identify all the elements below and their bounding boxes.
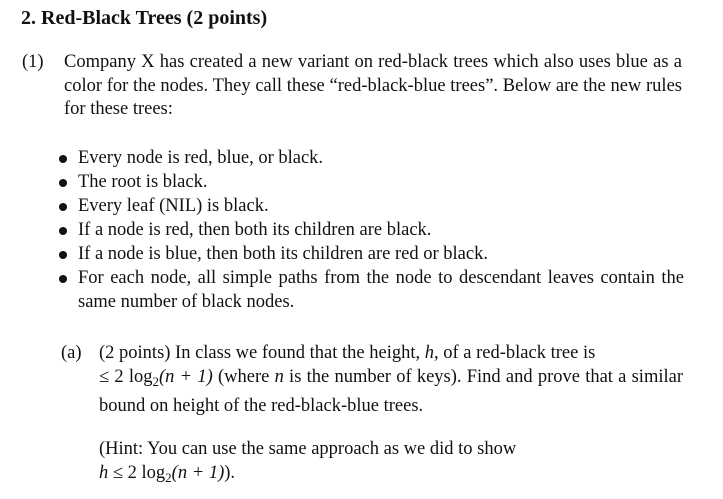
bullet-icon — [59, 179, 67, 187]
part-a-text-2: , of a red-black tree is — [434, 343, 596, 363]
hint — [99, 437, 683, 490]
problem-1 — [22, 51, 682, 122]
bound-subscript: 2 — [165, 470, 172, 485]
problem-number: (1) — [22, 52, 44, 72]
part-a — [61, 341, 683, 418]
math-h: h — [99, 463, 109, 483]
list-item — [56, 170, 684, 194]
part-a-text-3: (where — [212, 367, 275, 387]
math-n: n — [274, 367, 284, 387]
bound-prefix: ≤ 2 log — [99, 367, 153, 387]
math-h: h — [424, 343, 434, 363]
bound-subscript: 2 — [152, 374, 159, 389]
bullet-icon — [59, 275, 67, 283]
hint-line-1: (Hint: You can use the same approach as we did to show — [99, 439, 517, 459]
part-a-text-4: is the number of keys). Find and prove that a similar bound on height of the red-black-blue trees. — [99, 367, 683, 416]
bullet-icon — [59, 203, 67, 211]
bullet-icon — [59, 251, 67, 259]
rules-list — [56, 146, 684, 314]
rule-text: If a node is blue, then both its children are red or black. — [78, 244, 488, 264]
section-heading: 2. Red-Black Trees (2 points) — [21, 7, 268, 29]
rule-text: If a node is red, then both its children are black. — [78, 220, 432, 240]
bound-argument: (n + 1) — [171, 463, 225, 483]
rule-text: Every node is red, blue, or black. — [78, 148, 324, 168]
part-a-text-1: (2 points) In class we found that the height, — [99, 343, 425, 363]
bullet-icon — [59, 227, 67, 235]
list-item — [56, 266, 684, 314]
rule-text: Every leaf (NIL) is black. — [78, 196, 269, 216]
bound-prefix: ≤ 2 log — [108, 463, 166, 483]
list-item — [56, 146, 684, 170]
list-item — [56, 194, 684, 218]
list-item — [56, 242, 684, 266]
bullet-icon — [59, 155, 67, 163]
rule-text: For each node, all simple paths from the node to descendant leaves contain the same number of black nodes. — [78, 268, 684, 312]
hint-line-2 — [99, 461, 683, 490]
bound-argument: (n + 1) — [159, 367, 213, 387]
list-item — [56, 218, 684, 242]
part-label: (a) — [61, 343, 82, 363]
hint-tail: ). — [224, 463, 236, 483]
rule-text: The root is black. — [78, 172, 208, 192]
part-a-text — [99, 341, 683, 418]
problem-intro: Company X has created a new variant on red-black trees which also uses blue as a color for the nodes. They call these “red-black-blue trees”. Below are the new rules for these trees: — [64, 52, 682, 119]
